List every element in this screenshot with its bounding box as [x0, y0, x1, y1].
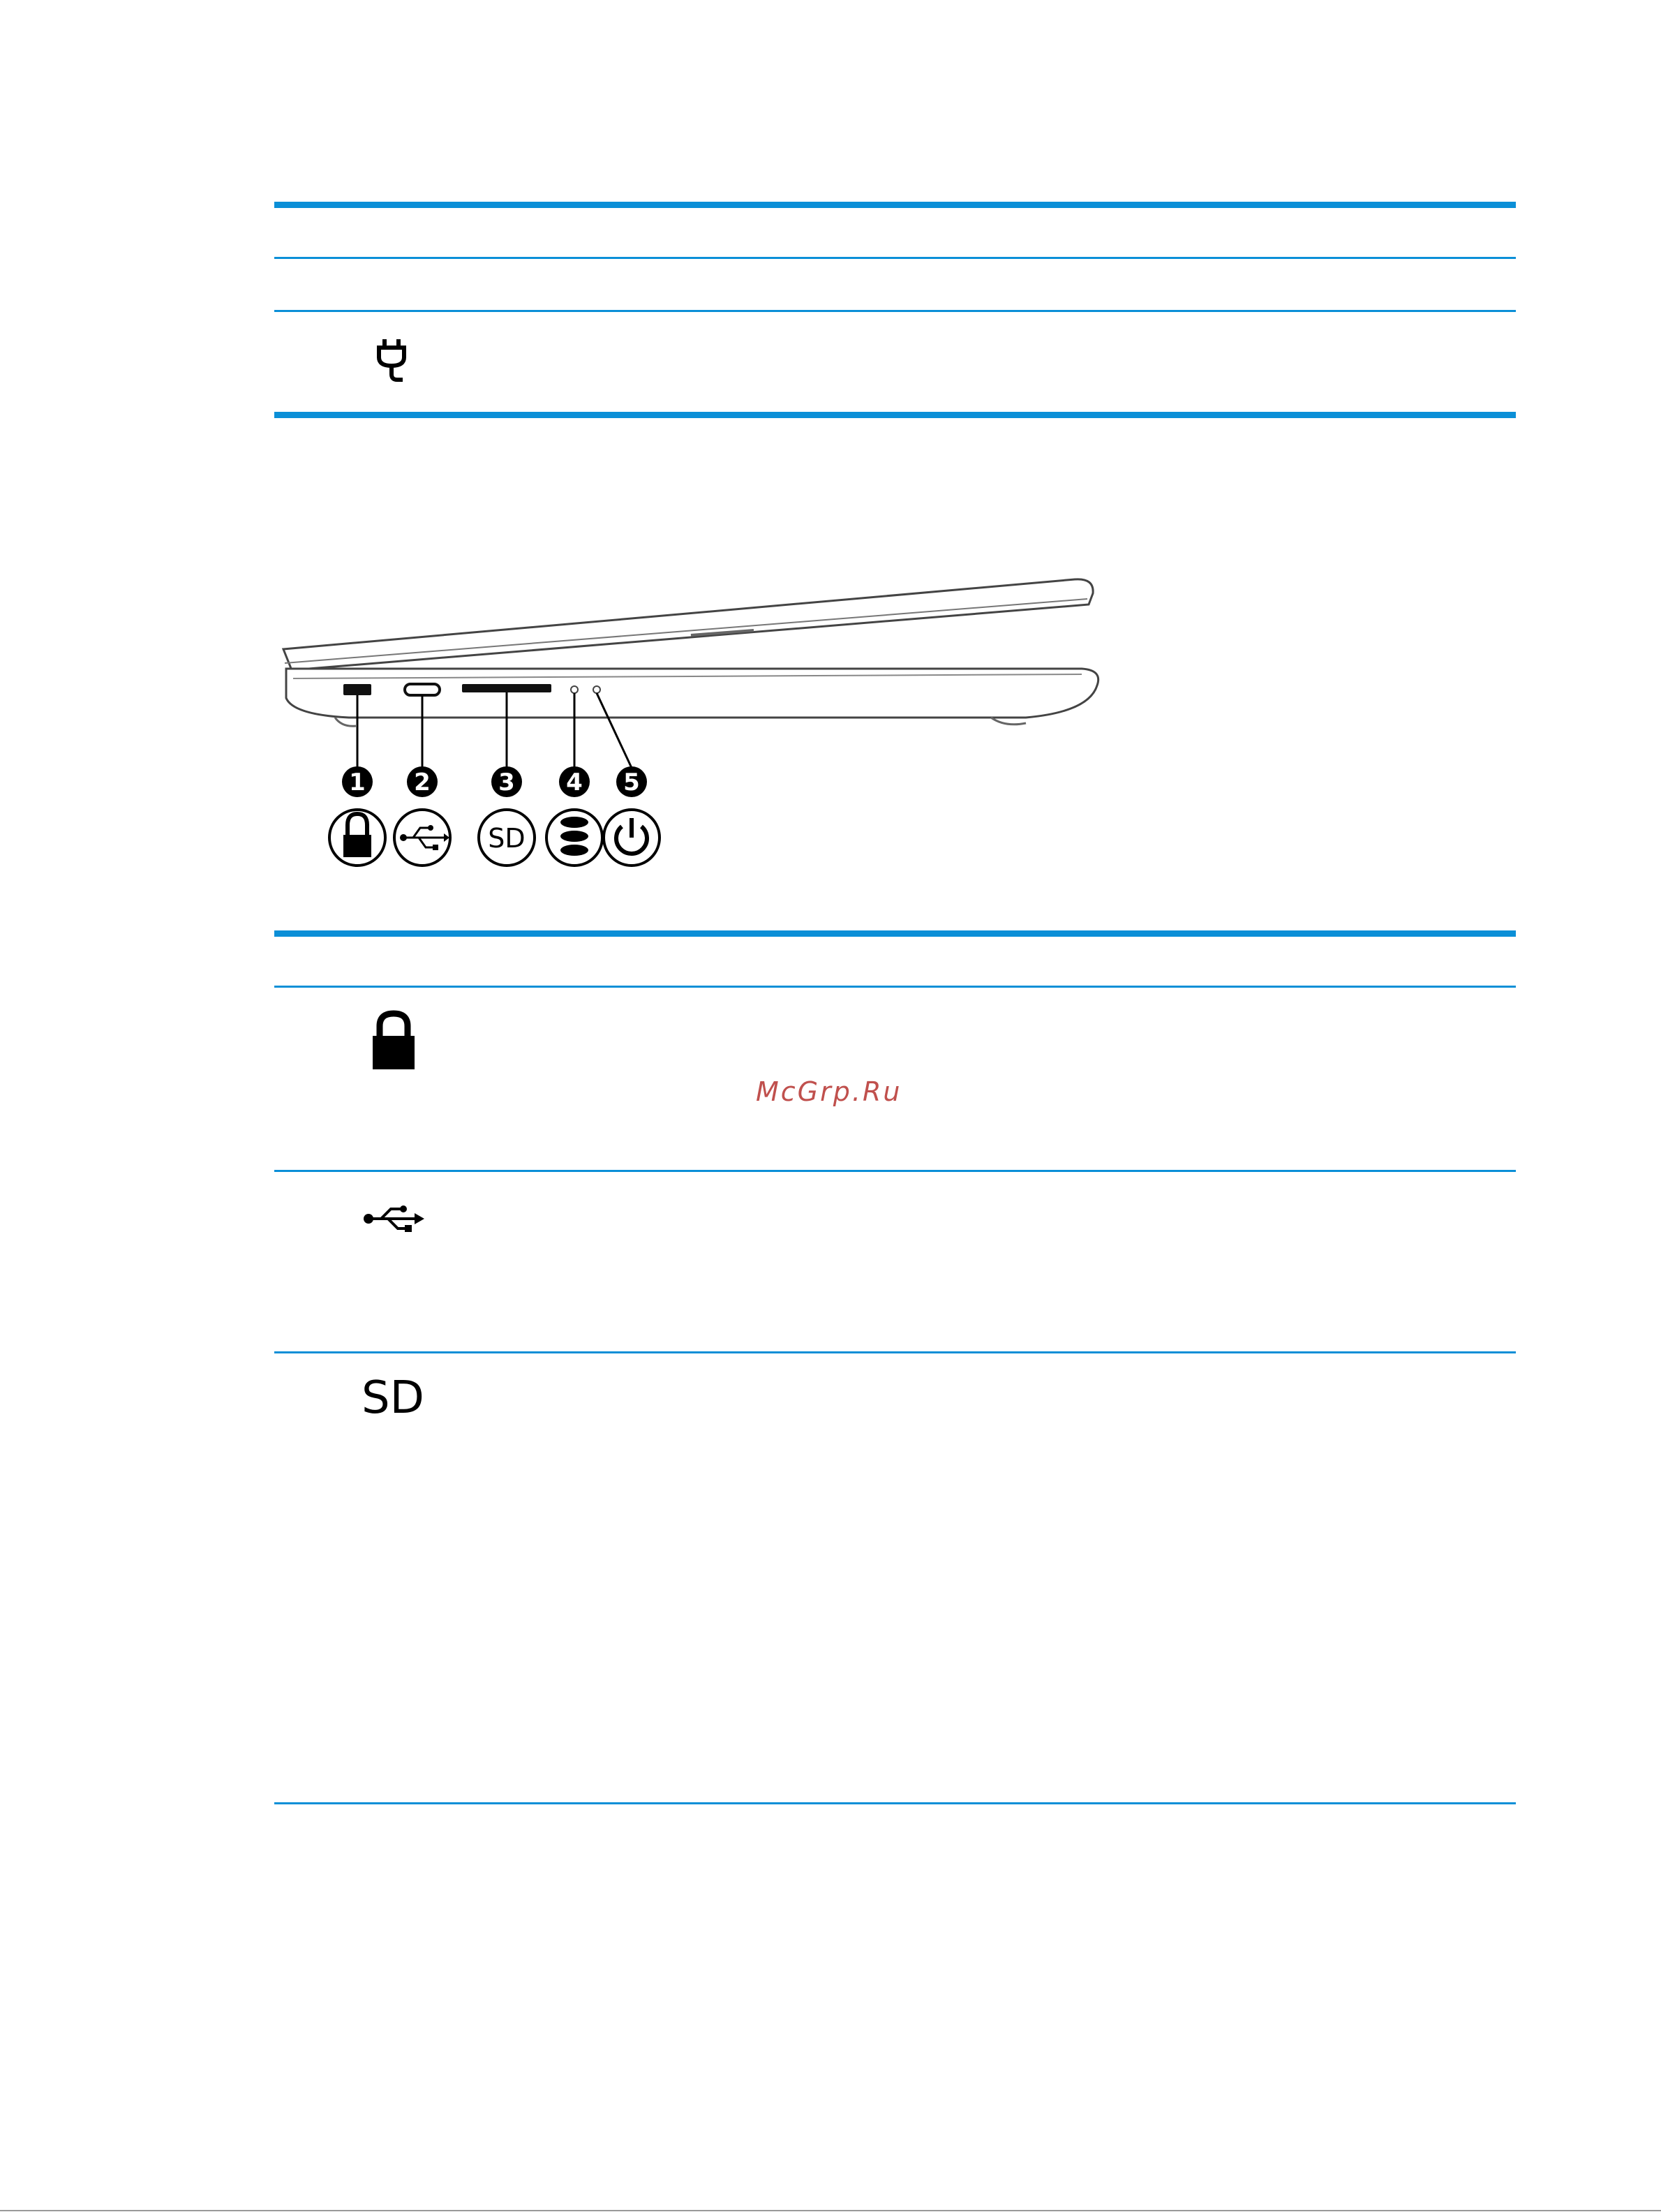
lock-icon	[366, 1008, 422, 1072]
table-bottom-rule	[274, 930, 1516, 937]
power-plug-icon	[373, 338, 415, 387]
sd-callout-label: SD	[488, 823, 526, 854]
sd-icon: SD	[362, 1372, 424, 1424]
table-bottom-row-rule	[274, 1170, 1516, 1172]
drive-light	[571, 686, 578, 693]
callout-number: 2	[414, 769, 431, 796]
table-bottom-row-rule	[274, 1351, 1516, 1353]
table-bottom-end-rule	[274, 1802, 1516, 1804]
drive-activity-icon	[546, 810, 602, 866]
watermark: McGrp.Ru	[756, 1076, 902, 1107]
security-slot-port	[343, 684, 371, 695]
sd-card-slot	[462, 684, 551, 692]
usb-icon	[363, 1205, 426, 1233]
table-top-bottom-rule	[274, 412, 1516, 418]
page-edge-line	[0, 2210, 1661, 2211]
table-top-rule	[274, 202, 1516, 208]
laptop-left-side-illustration	[279, 565, 1103, 873]
callout-number: 5	[623, 769, 640, 796]
callout-number: 1	[349, 769, 366, 796]
power-icon	[604, 810, 660, 866]
usb-c-port	[405, 684, 440, 695]
power-light	[593, 686, 600, 693]
callout-number: 3	[498, 769, 515, 796]
sd-icon	[479, 810, 535, 866]
table-top-header-rule	[274, 257, 1516, 259]
lock-icon	[329, 810, 385, 866]
usb-icon	[394, 810, 450, 866]
table-bottom-header-rule	[274, 986, 1516, 988]
callout-number: 4	[566, 769, 583, 796]
table-top-row-rule	[274, 310, 1516, 312]
